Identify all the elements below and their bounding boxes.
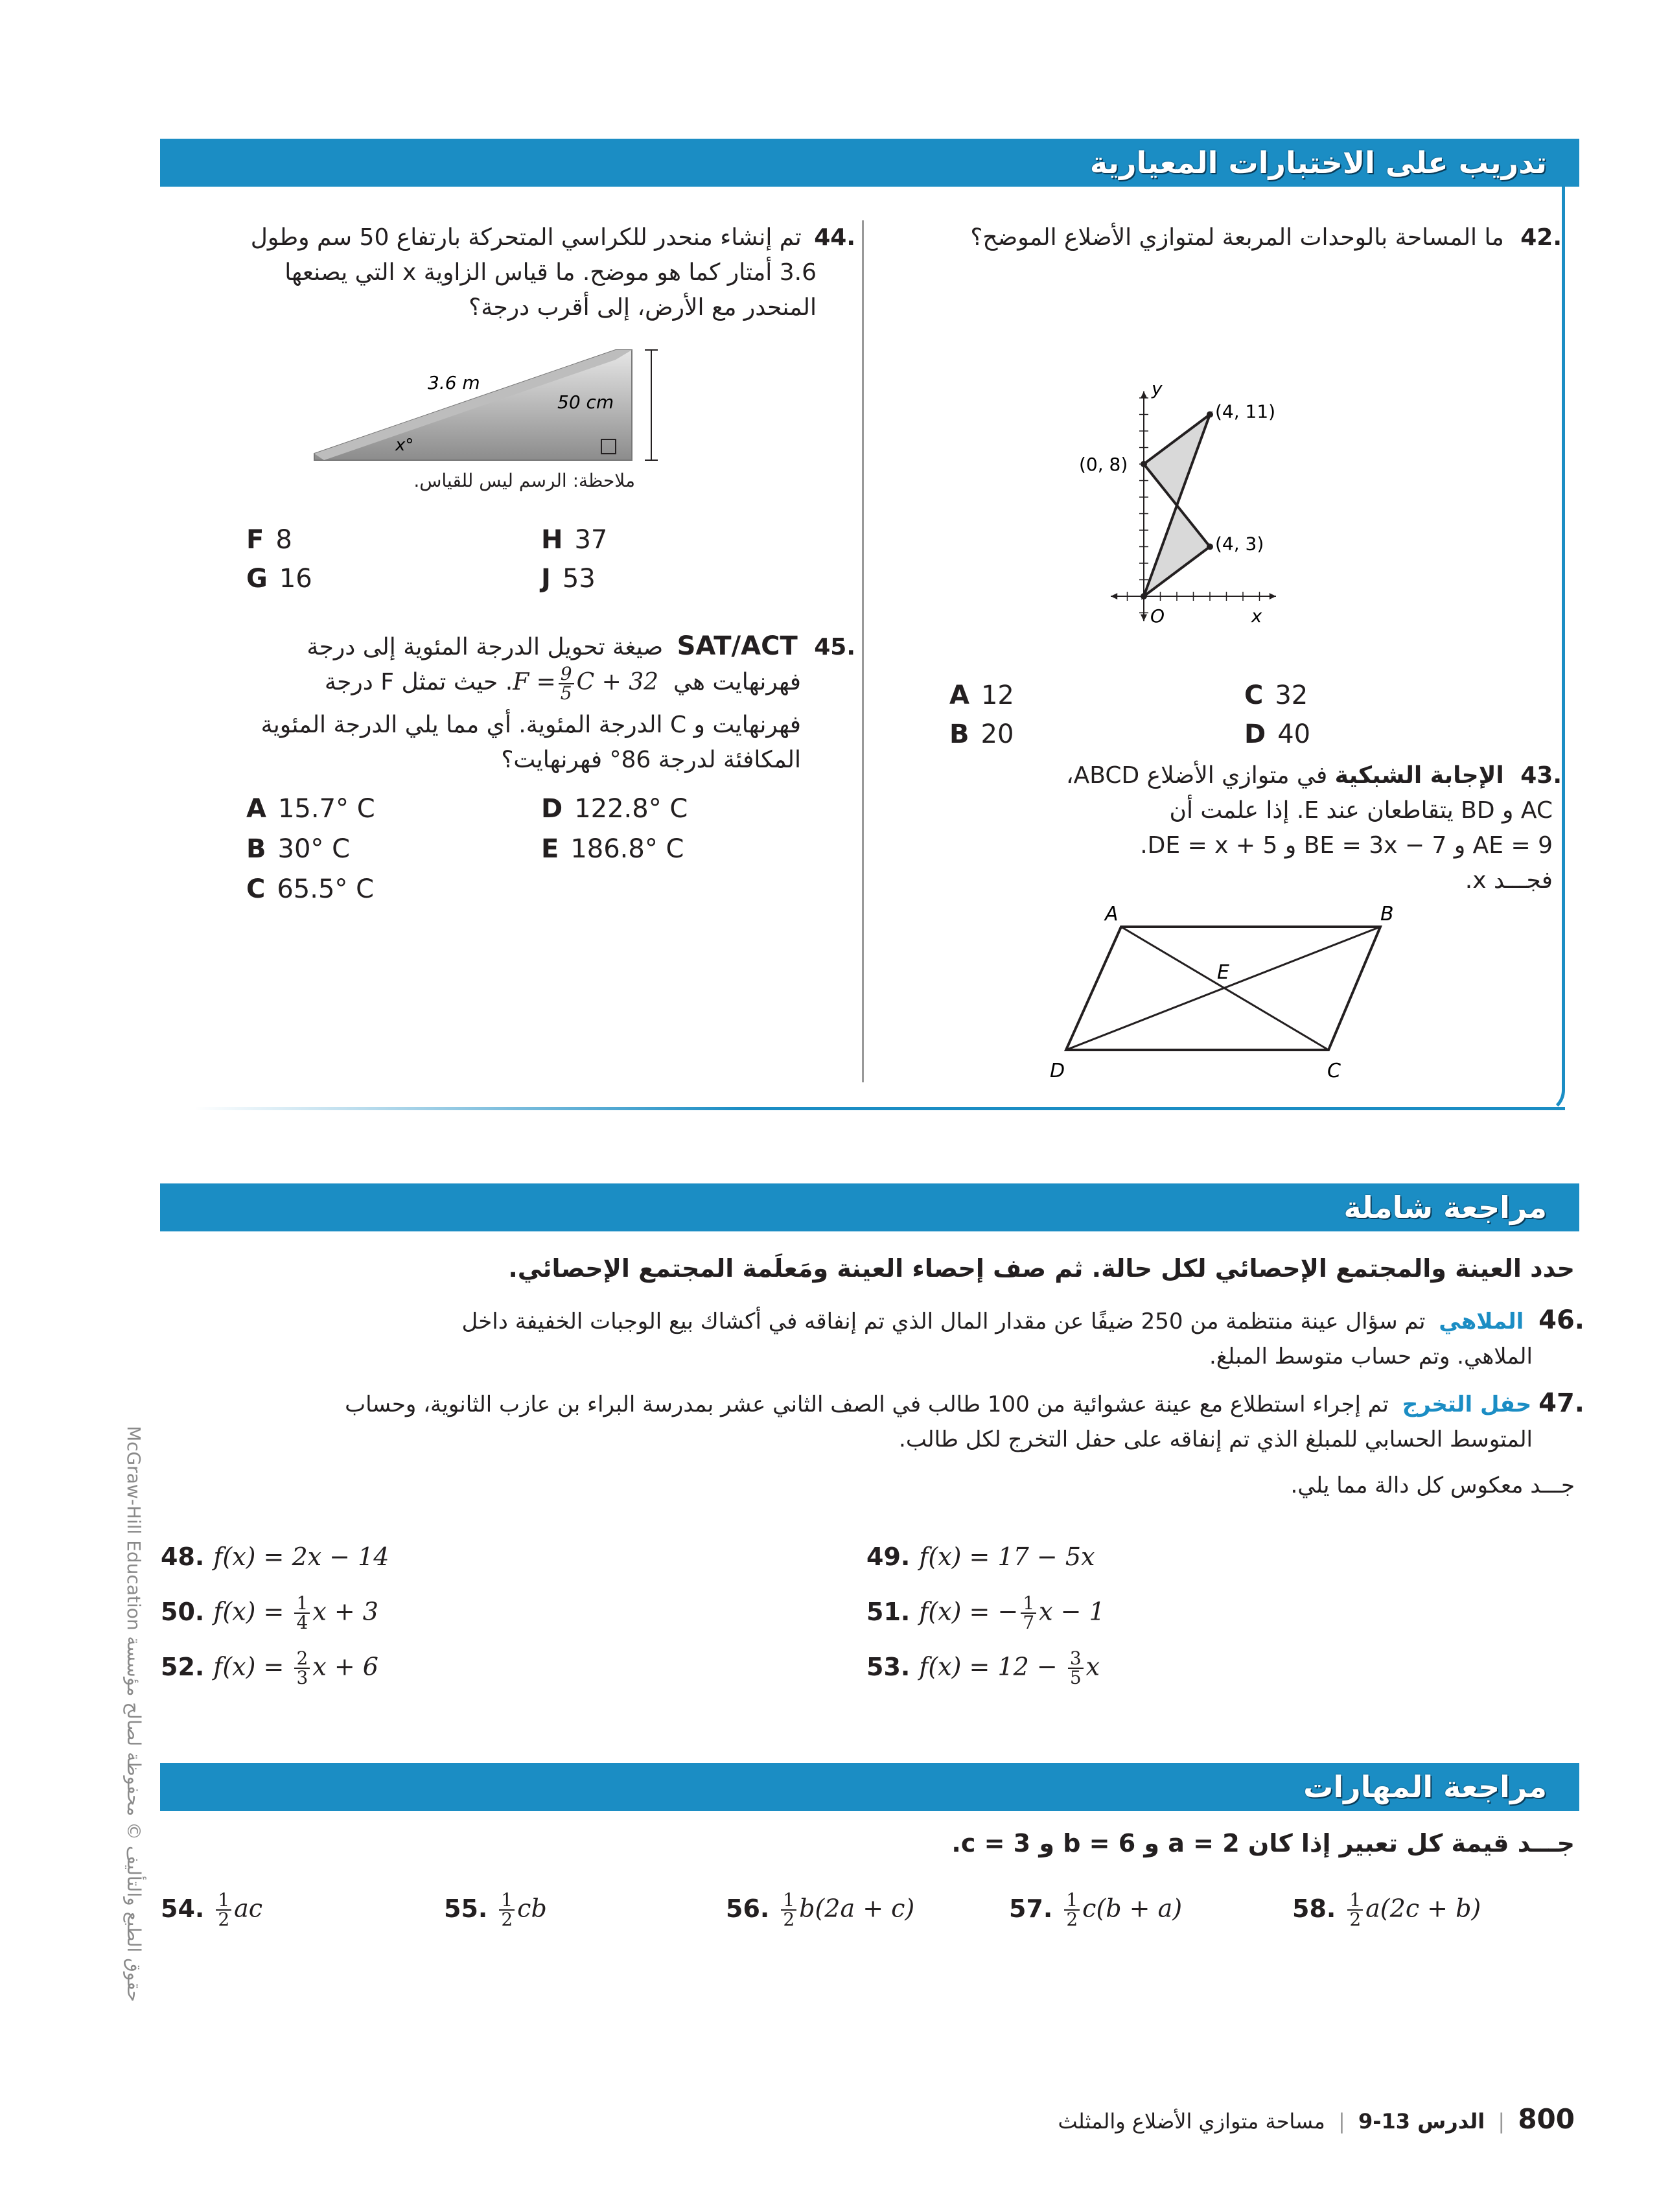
q47-keyword: حفل التخرج [1402, 1391, 1532, 1417]
question-47: .47 حفل التخرج تم إجراء استطلاع مع عينة عشوائية من 100 طالب في الصف الثاني عشر بمدرسة البراء بن عازب الثانوية، وحساب المتوسط الحسابي للمبلغ الذي تم إنفاقه على حفل التخرج لكل طالب. [345, 1388, 1584, 1452]
y-axis-arrow [1141, 391, 1147, 398]
exercise-50: 50. f(x) = $\frac{1}{4}$ x + 3 [161, 1592, 378, 1633]
question-46: .46 الملاهي تم سؤال عينة منتظمة من 250 ضيفًا عن مقدار المال الذي تم إنفاقه في أكشاك بيع الوجبات الخفيفة داخل الملاهي. وتم حساب متوسط المبلغ. [461, 1305, 1584, 1369]
q45-formula: F = $\frac{9}{5}$ C + 32 [513, 663, 659, 704]
q45-choice-c[interactable]: C 65.5° C [246, 874, 375, 904]
column-divider [862, 220, 864, 1082]
exercise-51: 51. f(x) = − $\frac{1}{7}$ x − 1 [866, 1592, 1105, 1633]
exercise-55: 55. $\frac{1}{2}$ cb [444, 1889, 547, 1930]
ramp-length-label: 3.6 m [428, 372, 480, 393]
y-axis-label: y [1152, 377, 1163, 399]
q44-choice-j[interactable]: J 53 [541, 564, 596, 594]
q43-parallelogram-diagram [1037, 894, 1439, 1089]
question-42-text: ما المساحة بالوحدات المربعة لمتوازي الأضلاع الموضح؟ [970, 224, 1504, 251]
skills-title: مراجعة المهارات [1303, 1769, 1547, 1804]
exercise-48: 48. f(x) = 2x − 14 [161, 1543, 389, 1571]
q42-choice-b[interactable]: B 20 [949, 719, 1014, 749]
q44-choice-g[interactable]: G 16 [246, 564, 312, 594]
question-43: .43 الإجابة الشبكية في متوازي الأضلاع ABCD، AC و BD يتقاطعان عند E. إذا علمت أن AE = 9 و BE = 3x − 7 و DE = x + 5. فجـــد x. [1066, 762, 1562, 894]
x-axis-arrow [1270, 593, 1276, 600]
test-practice-header [160, 139, 1579, 187]
exercise-57: 57. $\frac{1}{2}$ c(b + a) [1009, 1889, 1183, 1930]
parallelogram-shape [1144, 415, 1210, 597]
q42-choice-c[interactable]: C 32 [1244, 681, 1308, 710]
point-label-4-11: (4, 11) [1215, 401, 1276, 423]
lesson-label: الدرس 13-9 [1358, 2109, 1485, 2134]
q45-choice-b[interactable]: B 30° C [246, 834, 351, 864]
lesson-title: مساحة متوازي الأضلاع والمثلث [1058, 2109, 1325, 2134]
review-header [160, 1183, 1579, 1231]
page-number: 800 [1518, 2103, 1575, 2135]
vertex-point [1141, 593, 1147, 600]
ramp-height-label: 50 cm [557, 391, 614, 413]
q44-choices [246, 525, 635, 603]
exercise-49: 49. f(x) = 17 − 5x [866, 1543, 1095, 1571]
q44-choice-h[interactable]: H 37 [541, 525, 608, 555]
q45-choices [246, 794, 700, 911]
vertex-point [1141, 461, 1147, 467]
review-instruction: حدد العينة والمجتمع الإحصائي لكل حالة. ثم صف إحصاء العينة ومَعلَمة المجتمع الإحصائي. [508, 1254, 1575, 1283]
point-label-0-8: (0, 8) [1079, 454, 1128, 475]
exercise-54: 54. $\frac{1}{2}$ ac [161, 1889, 263, 1930]
q45-choice-e[interactable]: E 186.8° C [541, 834, 684, 864]
vertex-a-label: A [1105, 903, 1119, 926]
q45-choice-a[interactable]: A 15.7° C [246, 794, 375, 824]
page-footer: 800 | الدرس 13-9 | مساحة متوازي الأضلاع والمثلث [1058, 2103, 1575, 2135]
point-e-label: E [1217, 961, 1229, 984]
vertex-point [1207, 412, 1213, 418]
ramp-angle-label: x° [395, 436, 414, 455]
x-axis-arrow-left [1111, 593, 1117, 600]
q46-keyword: الملاهي [1439, 1309, 1524, 1334]
question-44: .44 تم إنشاء منحدر للكراسي المتحركة بارتفاع 50 سم وطول 3.6 أمتار كما هو موضح. ما قياس الزاوية x التي يصنعها المنحدر مع الأرض، إلى أقرب درجة؟ [250, 224, 855, 321]
vertex-c-label: C [1327, 1060, 1341, 1082]
section-frame-bottom [194, 1107, 1565, 1110]
q42-coordinate-graph [1050, 272, 1361, 648]
x-axis-label: x [1251, 605, 1262, 627]
vertex-point [1207, 544, 1213, 550]
exercise-58: 58. $\frac{1}{2}$ a(2c + b) [1292, 1889, 1481, 1930]
skills-instruction: جـــد قيمة كل تعبير إذا كان a = 2 و b = 6 و c = 3. [951, 1829, 1575, 1857]
vertex-d-label: D [1050, 1060, 1065, 1082]
review-title: مراجعة شاملة [1343, 1190, 1547, 1225]
inverse-instruction: جـــد معكوس كل دالة مما يلي. [1290, 1473, 1575, 1498]
q42-choice-d[interactable]: D 40 [1244, 719, 1311, 749]
copyright-credit: حقوق الطبع والتأليف © محفوظة لصالح مؤسسة McGraw-Hill Education [123, 1426, 145, 2002]
exercise-53: 53. f(x) = 12 − $\frac{3}{5}$ x [866, 1647, 1100, 1688]
point-label-4-3: (4, 3) [1215, 533, 1264, 555]
q45-choice-d[interactable]: D 122.8° C [541, 794, 688, 824]
question-45: .45 SAT/ACT صيغة تحويل الدرجة المئوية إلى درجة فهرنهايت هي F = $\frac{9}{5}$ C + 32 . حيث تمثل F درجة فهرنهايت و C الدرجة المئوية. أي مما يلي الدرجة المئوية المكافئة لدرجة 86° فهرنهايت؟ [261, 631, 855, 773]
q44-choice-f[interactable]: F 8 [246, 525, 292, 555]
skills-header [160, 1763, 1579, 1811]
y-axis-arrow-down [1141, 614, 1147, 621]
q43-keyword: الإجابة الشبكية [1334, 762, 1504, 789]
exercise-56: 56. $\frac{1}{2}$ b(2a + c) [726, 1889, 915, 1930]
q42-choices [949, 681, 1403, 758]
origin-label: O [1150, 605, 1165, 627]
q42-choice-a[interactable]: A 12 [949, 681, 1014, 710]
exercise-52: 52. f(x) = $\frac{2}{3}$ x + 6 [161, 1647, 378, 1688]
q45-keyword: SAT/ACT [677, 631, 798, 661]
test-practice-title: تدريب على الاختبارات المعيارية [1089, 145, 1547, 180]
question-42: .42 ما المساحة بالوحدات المربعة لمتوازي الأضلاع الموضح؟ [970, 224, 1562, 251]
ramp-note: ملاحظة: الرسم ليس للقياس. [413, 470, 635, 491]
vertex-b-label: B [1380, 903, 1394, 926]
